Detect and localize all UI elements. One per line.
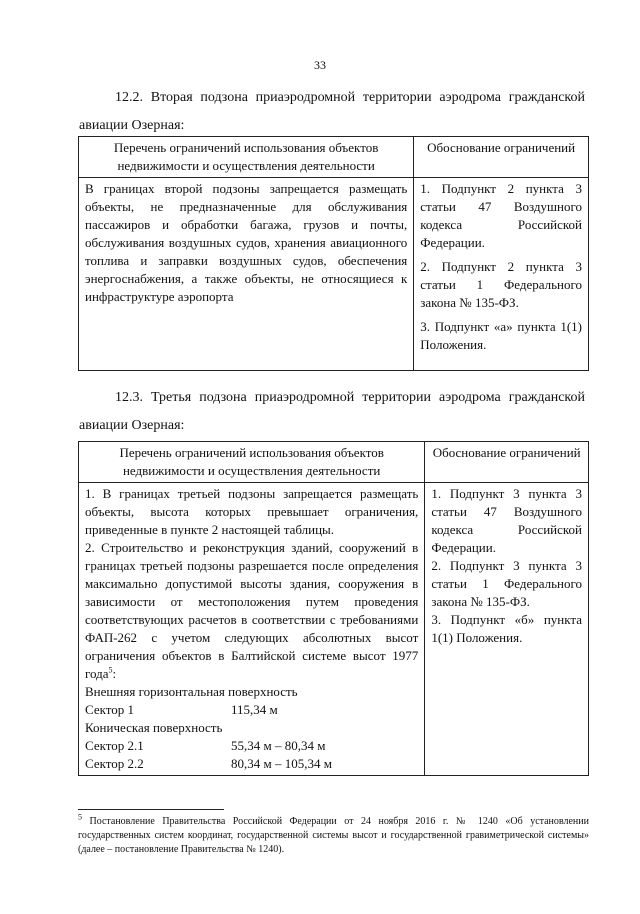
sector-label: Сектор 2.2 (85, 756, 144, 771)
footnote-mark: 5 (78, 812, 82, 822)
basis-item-3: 3. Подпункт «а» пункта 1(1) Положения. (420, 319, 582, 352)
sector-height: 55,34 м – 80,34 м (231, 738, 326, 753)
basis-cell (414, 178, 589, 371)
third-subzone-table (78, 441, 589, 776)
sector-label: Сектор 2.1 (85, 738, 144, 753)
table-header-row (79, 442, 589, 483)
footnote-ref[interactable]: 5 (108, 665, 113, 675)
basis-item-1: 1. Подпункт 2 пункта 3 статьи 47 Воздушного кодекса Российской Федерации. (420, 181, 582, 250)
header-restrictions: Перечень ограничений использования объектов недвижимости и осуществления деятельности (79, 137, 414, 178)
section-12-3-heading-line2: авиации Озерная: (79, 418, 185, 433)
header-basis: Обоснование ограничений (414, 137, 589, 178)
basis-item-2: 2. Подпункт 3 пункта 3 статьи 1 Федерального закона № 135-ФЗ. (431, 558, 582, 609)
table-row (79, 483, 589, 776)
section-12-2-heading (79, 84, 585, 140)
table-row (79, 178, 589, 371)
basis-cell (425, 483, 589, 776)
restriction-cell (79, 483, 425, 776)
header-restrictions: Перечень ограничений использования объектов недвижимости и осуществления деятельности (79, 442, 425, 483)
second-subzone-table (78, 136, 589, 371)
footnote (78, 812, 589, 857)
footnote-text: Постановление Правительства Российской Федерации от 24 ноября 2016 г. № 1240 «Об установлении государственных систем координат, государственной системы высот и государственной гравиметрической системы» (далее – постановление Правительства № 1240). (78, 816, 589, 855)
restriction-item-2 (85, 539, 418, 683)
restriction-item-1: 1. В границах третьей подзоны запрещается размещать объекты, высота которых превышает ограничения, приведенные в пункте 2 настоящей таблицы. (85, 486, 419, 537)
section-12-2-heading-line2: авиации Озерная: (79, 118, 185, 133)
section-12-3-heading (79, 384, 585, 440)
table-header-row (79, 137, 589, 178)
sector-height: 115,34 м (231, 702, 278, 717)
basis-item-3: 3. Подпункт «б» пункта 1(1) Положения. (431, 612, 582, 645)
header-basis: Обоснование ограничений (425, 442, 589, 483)
basis-item-1: 1. Подпункт 3 пункта 3 статьи 47 Воздушного кодекса Российской Федерации. (431, 486, 582, 555)
sector-row (85, 701, 418, 719)
section-12-3-heading-line1: 12.3. Третья подзона приаэродромной территории аэродрома гражданской (115, 390, 585, 405)
restriction-item-2-colon: : (112, 666, 117, 681)
section-12-2-heading-line1: 12.2. Вторая подзона приаэродромной территории аэродрома гражданской (115, 90, 585, 105)
horizontal-surface-label: Внешняя горизонтальная поверхность (85, 684, 298, 699)
sector-height: 80,34 м – 105,34 м (231, 756, 332, 771)
page-number: 33 (314, 58, 326, 72)
sector-row (85, 737, 418, 755)
basis-item-2: 2. Подпункт 2 пункта 3 статьи 1 Федерального закона № 135-ФЗ. (420, 259, 582, 310)
sector-row (85, 755, 418, 773)
footnote-divider (78, 809, 224, 810)
sector-label: Сектор 1 (85, 702, 135, 717)
conical-surface-label: Коническая поверхность (85, 720, 223, 735)
restriction-text: В границах второй подзоны запрещается размещать объекты, не предназначенные для обслуживания пассажиров и обработки багажа, грузов и почты, обслуживания воздушных судов, хранения авиационного топлива и заправки воздушных судов, обеспечения энергоснабжения, а также объекты, не относящиеся к инфраструктуре аэропорта (79, 178, 414, 371)
restriction-item-2-text: 2. Строительство и реконструкция зданий, сооружений в границах третьей подзоны разрешается после определения максимально допустимой высоты здания, сооружения в зависимости от местоположения путем проведения соответствующих расчетов в соответствии с требованиями ФАП-262 с учетом следующих абсолютных высот ограничения объектов в Балтийской системе высот 1977 года (85, 540, 419, 681)
